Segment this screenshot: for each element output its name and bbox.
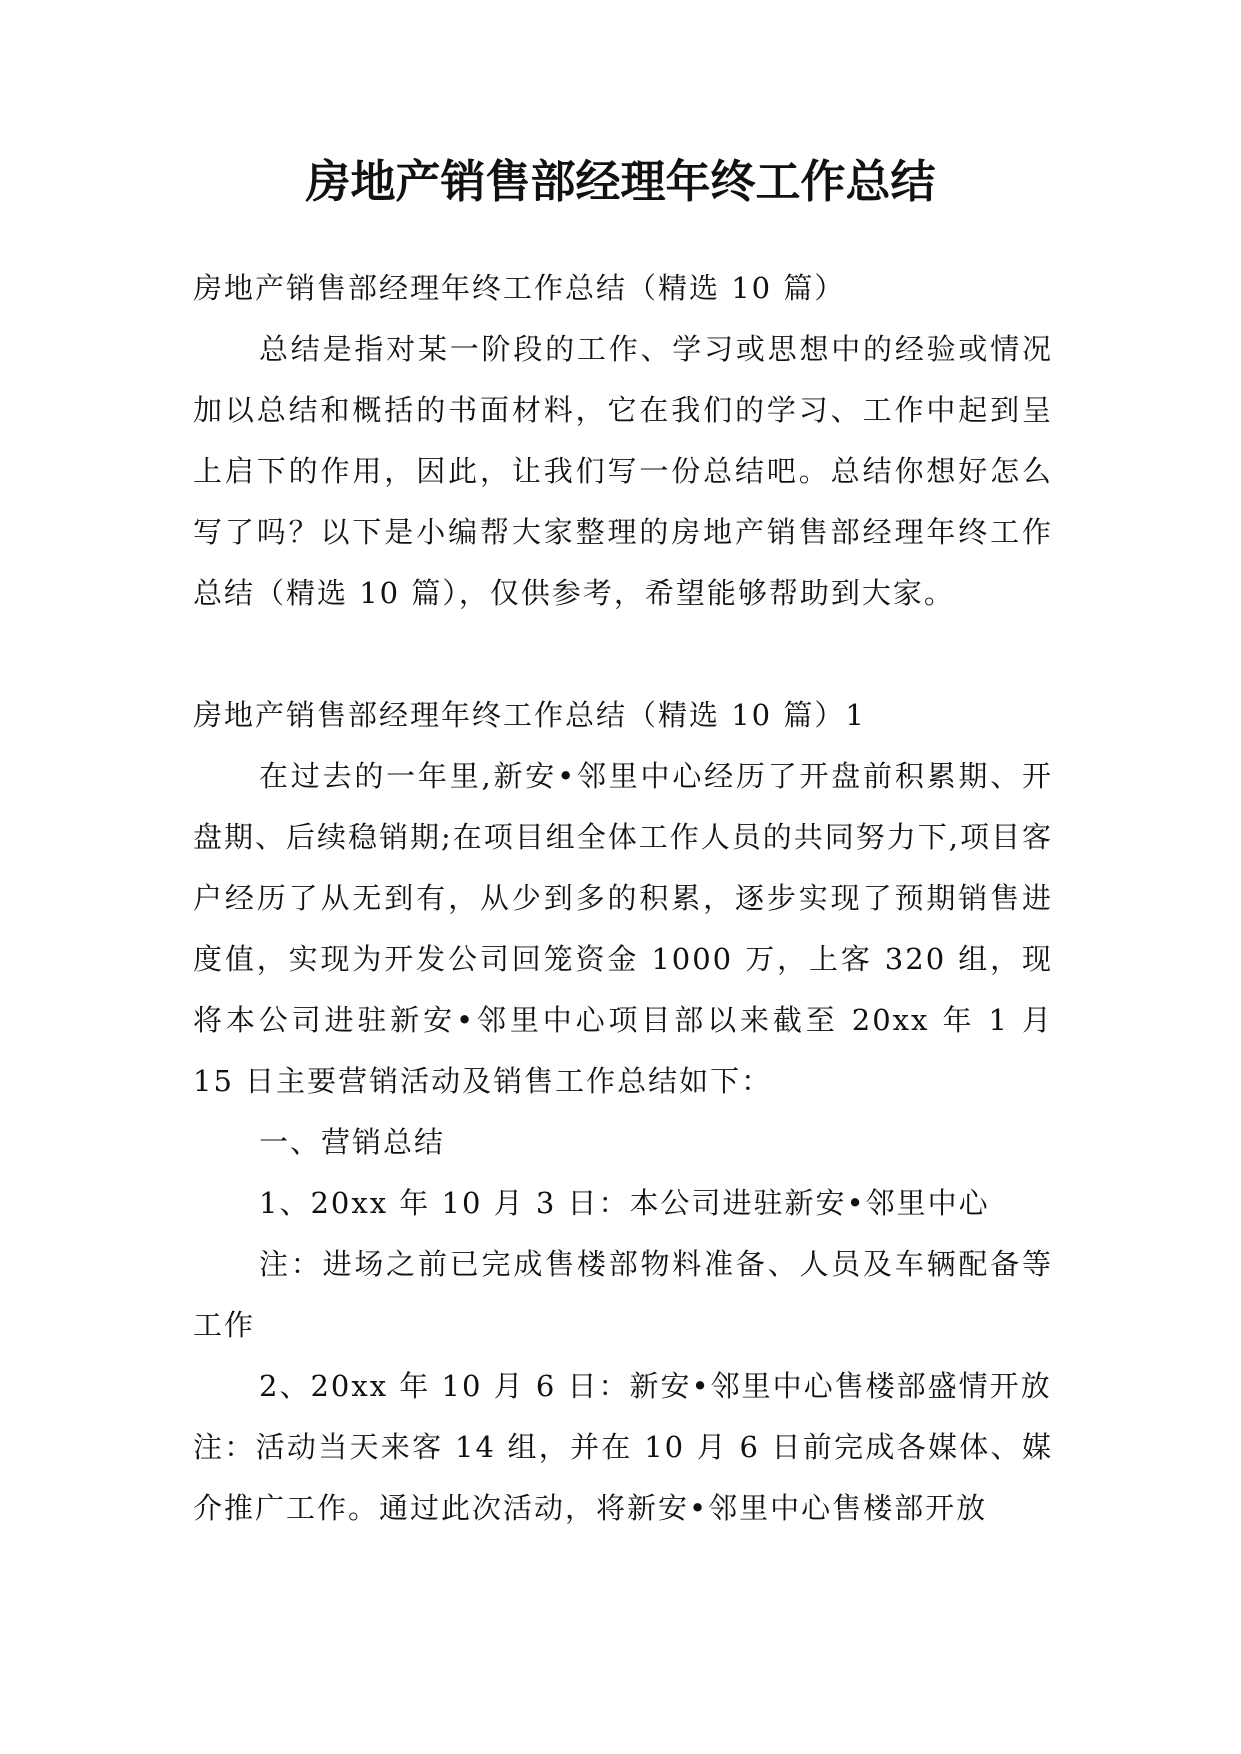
- marketing-heading: 一、营销总结: [259, 1125, 446, 1159]
- document-title: 房地产销售部经理年终工作总结: [305, 155, 936, 208]
- paragraph-spacer: [193, 624, 1053, 685]
- intro-paragraph: 总结是指对某一阶段的工作、学习或思想中的经验或情况加以总结和概括的书面材料，它在我们的学习、工作中起到呈上启下的作用，因此，让我们写一份总结吧。总结你想好怎么写了吗？以下是小编帮大家整理的房地产销售部经理年终工作总结（精选 10 篇），仅供参考，希望能够帮助到大家。: [193, 332, 1053, 610]
- document-body: [193, 258, 1053, 1539]
- list-item-2: 2、20xx 年 10 月 6 日：新安•邻里中心售楼部盛情开放: [259, 1369, 1052, 1403]
- list-item-1: 1、20xx 年 10 月 3 日：本公司进驻新安•邻里中心: [259, 1186, 990, 1220]
- list-item-2-note: 注：活动当天来客 14 组，并在 10 月 6 日前完成各媒体、媒介推广工作。通过此次活动，将新安•邻里中心售楼部开放: [193, 1430, 1053, 1525]
- subtitle-line: 房地产销售部经理年终工作总结（精选 10 篇）: [193, 271, 846, 305]
- section-heading: 房地产销售部经理年终工作总结（精选 10 篇）1: [193, 698, 866, 732]
- list-item-1-note: 注：进场之前已完成售楼部物料准备、人员及车辆配备等工作: [193, 1247, 1053, 1342]
- section-paragraph: 在过去的一年里,新安•邻里中心经历了开盘前积累期、开盘期、后续稳销期;在项目组全体工作人员的共同努力下,项目客户经历了从无到有，从少到多的积累，逐步实现了预期销售进度值，实现为开发公司回笼资金 1000 万，上客 320 组，现将本公司进驻新安•邻里中心项目部以来截至 20xx 年 1 月 15 日主要营销活动及销售工作总结如下：: [193, 759, 1053, 1098]
